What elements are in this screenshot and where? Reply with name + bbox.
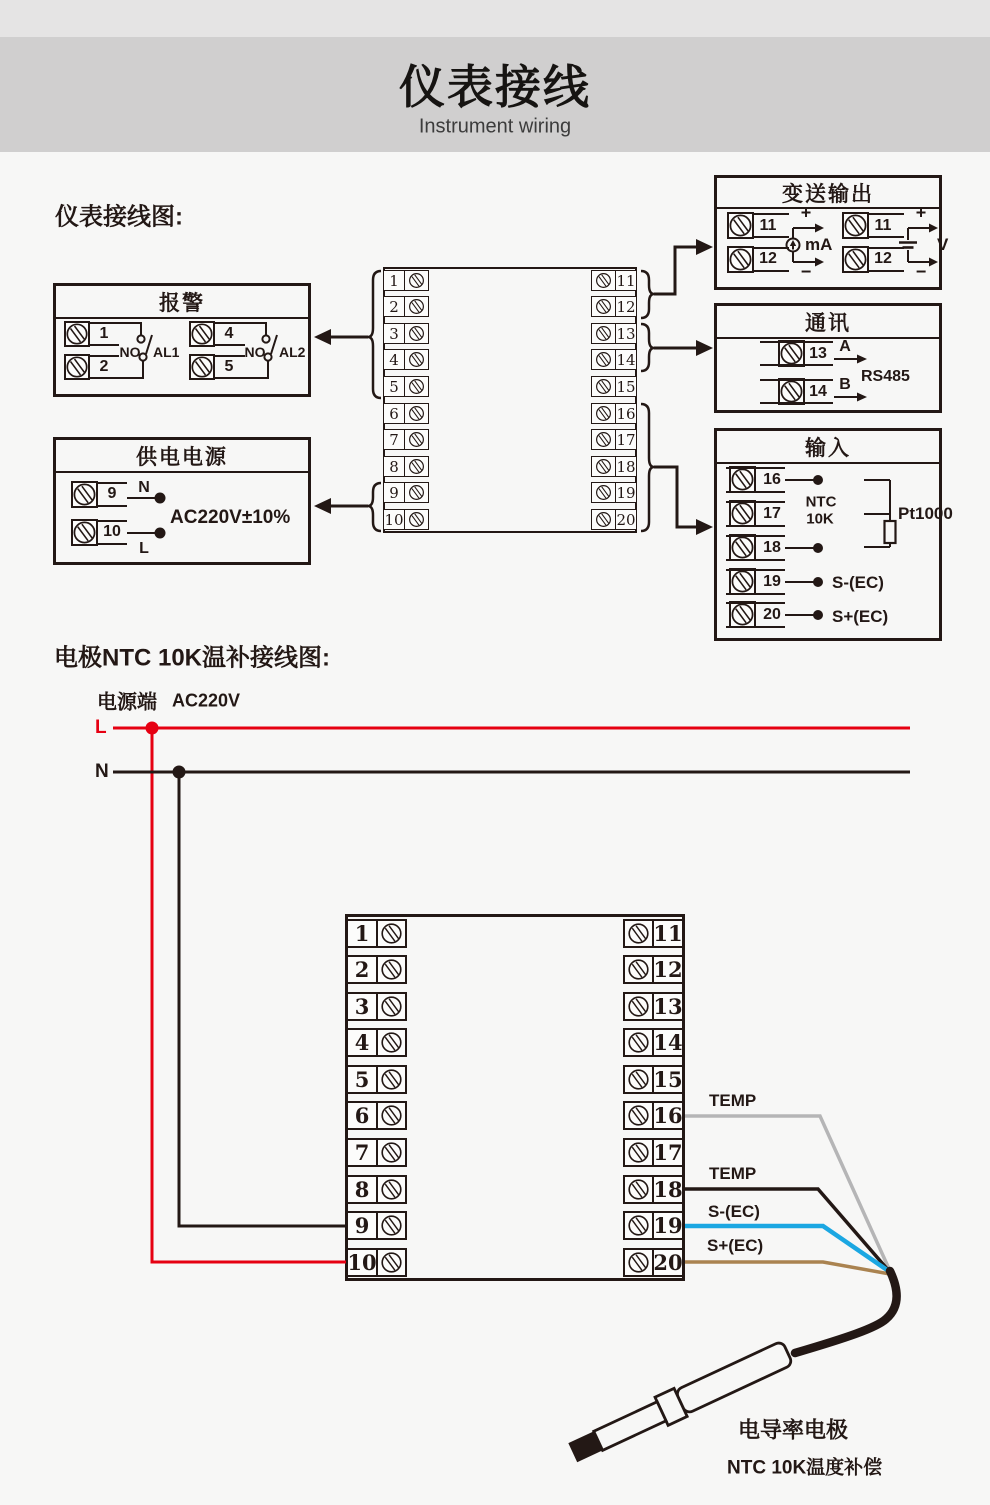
screw-terminal-icon: [592, 271, 616, 290]
terminal-number: 9: [354, 1213, 370, 1238]
screw-terminal-icon: [625, 1030, 654, 1055]
neutral-wire-drop: [179, 772, 346, 1226]
input-ntc-label: NTC: [805, 493, 837, 511]
screw-terminal-icon: [625, 994, 654, 1019]
terminal-unit: [383, 509, 429, 530]
power-l-label: L: [139, 540, 149, 557]
lower-section-heading: 电极NTC 10K温补接线图:: [54, 644, 331, 672]
terminal-number: 3: [389, 324, 399, 343]
screw-terminal-icon: [376, 1030, 405, 1055]
terminal-number: 20: [616, 510, 636, 529]
terminal-unit: [346, 1065, 407, 1094]
terminal-number: 5: [354, 1067, 370, 1092]
terminal-number: 6: [354, 1103, 370, 1128]
alarm-no2-label: NO: [244, 344, 266, 360]
upper-terminal-block: [383, 267, 637, 533]
output-ma-label: mA: [805, 235, 833, 254]
alarm-terminal-2-label: 2: [99, 358, 109, 375]
input-terminal-20-label: 20: [763, 606, 781, 623]
screw-terminal-icon: [625, 957, 654, 982]
brace-11-12: [641, 271, 654, 318]
terminal-unit: [383, 376, 429, 397]
screw-terminal-icon: [592, 430, 616, 449]
screw-terminal-icon: [376, 957, 405, 982]
terminal-unit: [346, 992, 407, 1021]
screw-terminal-icon: [625, 1250, 654, 1275]
screw-terminal-icon: [404, 350, 428, 369]
input-box: [714, 428, 942, 641]
input-terminal-17-label: 17: [763, 505, 781, 522]
input-terminal-16-label: 16: [763, 471, 781, 488]
output-g1-plus-label: +: [800, 202, 812, 223]
output-v-label: V: [937, 235, 949, 254]
terminal-number: 1: [389, 271, 399, 290]
terminal-number: 20: [653, 1250, 683, 1275]
probe-body-group: [566, 1338, 794, 1466]
screw-terminal-icon: [625, 1140, 654, 1165]
electrode-name-label: 电导率电极: [738, 1417, 849, 1443]
terminal-number: 6: [389, 404, 399, 423]
probe-body: [675, 1341, 793, 1414]
terminal-number: 1: [354, 921, 370, 946]
terminal-unit: [383, 349, 429, 370]
comm-rs485-label: RS485: [861, 368, 910, 385]
screw-terminal-icon: [376, 994, 405, 1019]
output-g1-terminal-11-label: 11: [759, 217, 777, 234]
junction-dot: [173, 766, 186, 779]
terminal-number: 7: [354, 1140, 370, 1165]
probe-tip: [568, 1431, 602, 1462]
terminal-number: 11: [653, 921, 683, 946]
alarm-terminal-1-label: 1: [99, 325, 109, 342]
terminal-unit: [623, 955, 684, 984]
terminal-unit: [623, 992, 684, 1021]
power-terminal-9-label: 9: [107, 485, 117, 502]
terminal-number: 17: [653, 1140, 683, 1165]
comm-a-label: A: [839, 338, 851, 355]
screw-terminal-icon: [404, 324, 428, 343]
supply-terminal-label: 电源端: [97, 691, 157, 714]
terminal-unit: [591, 323, 637, 344]
output-g1-terminal-12-label: 12: [759, 250, 777, 267]
terminal-number: 15: [616, 377, 636, 396]
brace-9-10: [368, 483, 381, 531]
terminal-number: 4: [354, 1030, 370, 1055]
screw-terminal-icon: [592, 457, 616, 476]
terminal-number: 4: [389, 350, 399, 369]
terminal-number: 9: [389, 483, 399, 502]
arrowhead: [696, 239, 713, 255]
screw-terminal-icon: [625, 1103, 654, 1128]
live-wire-drop: [152, 728, 346, 1262]
screw-terminal-icon: [404, 430, 428, 449]
power-terminal-10-label: 10: [103, 523, 121, 540]
brace-16-20: [641, 404, 654, 531]
alarm-terminal-4-label: 4: [224, 325, 234, 342]
screw-terminal-icon: [404, 457, 428, 476]
terminal-unit: [346, 1248, 407, 1277]
electrode-note-label: NTC 10K温度补偿: [727, 1457, 883, 1479]
arrowhead: [696, 340, 713, 356]
terminal-number: 10: [347, 1250, 377, 1275]
screw-terminal-icon: [376, 921, 405, 946]
terminal-number: 12: [653, 957, 683, 982]
screw-terminal-icon: [404, 510, 428, 529]
terminal-unit: [623, 919, 684, 948]
terminal-unit: [383, 403, 429, 424]
terminal-unit: [591, 456, 637, 477]
output-box-title: 变送输出: [717, 178, 939, 209]
alarm-al1-label: AL1: [153, 344, 180, 360]
terminal-unit: [623, 1065, 684, 1094]
alarm-al2-label: AL2: [279, 344, 306, 360]
neutral-wire-label: N: [95, 761, 109, 782]
alarm-no1-label: NO: [119, 344, 141, 360]
input-ntc2-label: 10K: [806, 510, 834, 528]
arrowhead: [696, 519, 713, 535]
terminal-number: 16: [653, 1103, 683, 1128]
terminal-unit: [346, 1211, 407, 1240]
terminal-unit: [346, 1138, 407, 1167]
terminal-unit: [383, 323, 429, 344]
page-subtitle: Instrument wiring: [418, 115, 572, 138]
probe-cable: [795, 1271, 897, 1353]
terminal-unit: [346, 1175, 407, 1204]
power-box-title: 供电电源: [56, 440, 308, 473]
terminal-number: 19: [616, 483, 636, 502]
terminal-unit: [623, 1211, 684, 1240]
ec-plus-wire-brown: [685, 1262, 890, 1274]
screw-terminal-icon: [592, 297, 616, 316]
arrowhead: [314, 498, 331, 514]
terminal-number: 2: [354, 957, 370, 982]
terminal-unit: [591, 270, 637, 291]
output-g2-plus-label: +: [915, 202, 927, 223]
alarm-box-title: 报警: [56, 286, 308, 319]
ec-plus-wire-label: S+(EC): [707, 1236, 764, 1255]
terminal-number: 5: [389, 377, 399, 396]
terminal-unit: [591, 403, 637, 424]
junction-dot: [146, 722, 159, 735]
terminal-number: 15: [653, 1067, 683, 1092]
screw-terminal-icon: [404, 483, 428, 502]
screw-terminal-icon: [376, 1140, 405, 1165]
terminal-unit: [346, 919, 407, 948]
brace-1-5: [368, 271, 381, 398]
probe-shaft: [594, 1402, 666, 1451]
brace-13-14: [641, 324, 654, 371]
supply-voltage-label: AC220V: [172, 690, 241, 711]
terminal-number: 3: [354, 994, 370, 1019]
terminal-unit: [623, 1101, 684, 1130]
terminal-unit: [383, 296, 429, 317]
terminal-unit: [346, 955, 407, 984]
output-g2-terminal-12-label: 12: [874, 250, 892, 267]
terminal-number: 10: [384, 510, 404, 529]
terminal-unit: [623, 1138, 684, 1167]
terminal-number: 17: [616, 430, 636, 449]
screw-terminal-icon: [376, 1250, 405, 1275]
temp16-wire-label: TEMP: [709, 1091, 757, 1110]
terminal-unit: [591, 376, 637, 397]
power-box: [53, 437, 311, 565]
live-wire-label: L: [95, 717, 107, 738]
terminal-unit: [623, 1028, 684, 1057]
terminal-number: 2: [389, 297, 399, 316]
terminal-number: 7: [389, 430, 399, 449]
screw-terminal-icon: [592, 377, 616, 396]
screw-terminal-icon: [376, 1067, 405, 1092]
terminal-unit: [591, 349, 637, 370]
screw-terminal-icon: [404, 404, 428, 423]
alarm-terminal-5-label: 5: [224, 358, 234, 375]
screw-terminal-icon: [404, 297, 428, 316]
terminal-number: 13: [616, 324, 636, 343]
screw-terminal-icon: [376, 1103, 405, 1128]
probe-collar: [655, 1388, 687, 1425]
screw-terminal-icon: [625, 921, 654, 946]
input-pt1000-label: Pt1000: [898, 504, 953, 523]
screw-terminal-icon: [625, 1177, 654, 1202]
temp18-wire-label: TEMP: [709, 1164, 757, 1183]
screw-terminal-icon: [592, 483, 616, 502]
terminal-number: 8: [389, 457, 399, 476]
input-ec-minus-label: S-(EC): [832, 573, 884, 592]
comm-terminal-14-label: 14: [809, 383, 827, 400]
output-g2-terminal-11-label: 11: [874, 217, 892, 234]
screw-terminal-icon: [404, 271, 428, 290]
output-box: [714, 175, 942, 290]
upper-section-label: 仪表接线图:: [55, 203, 183, 231]
terminal-number: 18: [616, 457, 636, 476]
terminal-unit: [623, 1175, 684, 1204]
input-ec-plus-label: S+(EC): [832, 607, 889, 626]
terminal-unit: [346, 1101, 407, 1130]
terminal-number: 14: [653, 1030, 683, 1055]
output-g1-minus-label: −: [800, 261, 812, 282]
screw-terminal-icon: [592, 404, 616, 423]
power-voltage-label: AC220V±10%: [170, 507, 291, 528]
terminal-unit: [591, 509, 637, 530]
screw-terminal-icon: [376, 1213, 405, 1238]
comm-b-label: B: [839, 376, 851, 393]
header-top-strip: [0, 0, 990, 37]
terminal-number: 13: [653, 994, 683, 1019]
terminal-unit: [591, 482, 637, 503]
terminal-unit: [383, 270, 429, 291]
comm-box-title: 通讯: [717, 306, 939, 339]
terminal-number: 16: [616, 404, 636, 423]
alarm-box: [53, 283, 311, 397]
power-n-label: N: [138, 479, 150, 496]
lower-terminal-block: [345, 914, 685, 1281]
terminal-number: 14: [616, 350, 636, 369]
output-g2-minus-label: −: [915, 261, 927, 282]
terminal-unit: [591, 296, 637, 317]
terminal-number: 12: [616, 297, 636, 316]
input-box-title: 输入: [717, 431, 939, 464]
input-terminal-19-label: 19: [763, 573, 781, 590]
screw-terminal-icon: [592, 510, 616, 529]
terminal-number: 19: [653, 1213, 683, 1238]
page-title: 仪表接线: [399, 61, 591, 113]
terminal-number: 11: [616, 271, 636, 290]
comm-terminal-13-label: 13: [809, 345, 827, 362]
arrowhead: [314, 329, 331, 345]
screw-terminal-icon: [592, 350, 616, 369]
screw-terminal-icon: [404, 377, 428, 396]
terminal-unit: [346, 1028, 407, 1057]
arrow-to-output: [654, 247, 697, 294]
terminal-unit: [623, 1248, 684, 1277]
input-terminal-18-label: 18: [763, 539, 781, 556]
terminal-unit: [383, 429, 429, 450]
terminal-unit: [591, 429, 637, 450]
screw-terminal-icon: [625, 1067, 654, 1092]
terminal-number: 18: [653, 1177, 683, 1202]
screw-terminal-icon: [625, 1213, 654, 1238]
comm-box: [714, 303, 942, 413]
terminal-unit: [383, 482, 429, 503]
terminal-number: 8: [354, 1177, 370, 1202]
ec-minus-wire-label: S-(EC): [708, 1202, 760, 1221]
screw-terminal-icon: [376, 1177, 405, 1202]
terminal-unit: [383, 456, 429, 477]
screw-terminal-icon: [592, 324, 616, 343]
arrow-to-input: [654, 467, 697, 527]
